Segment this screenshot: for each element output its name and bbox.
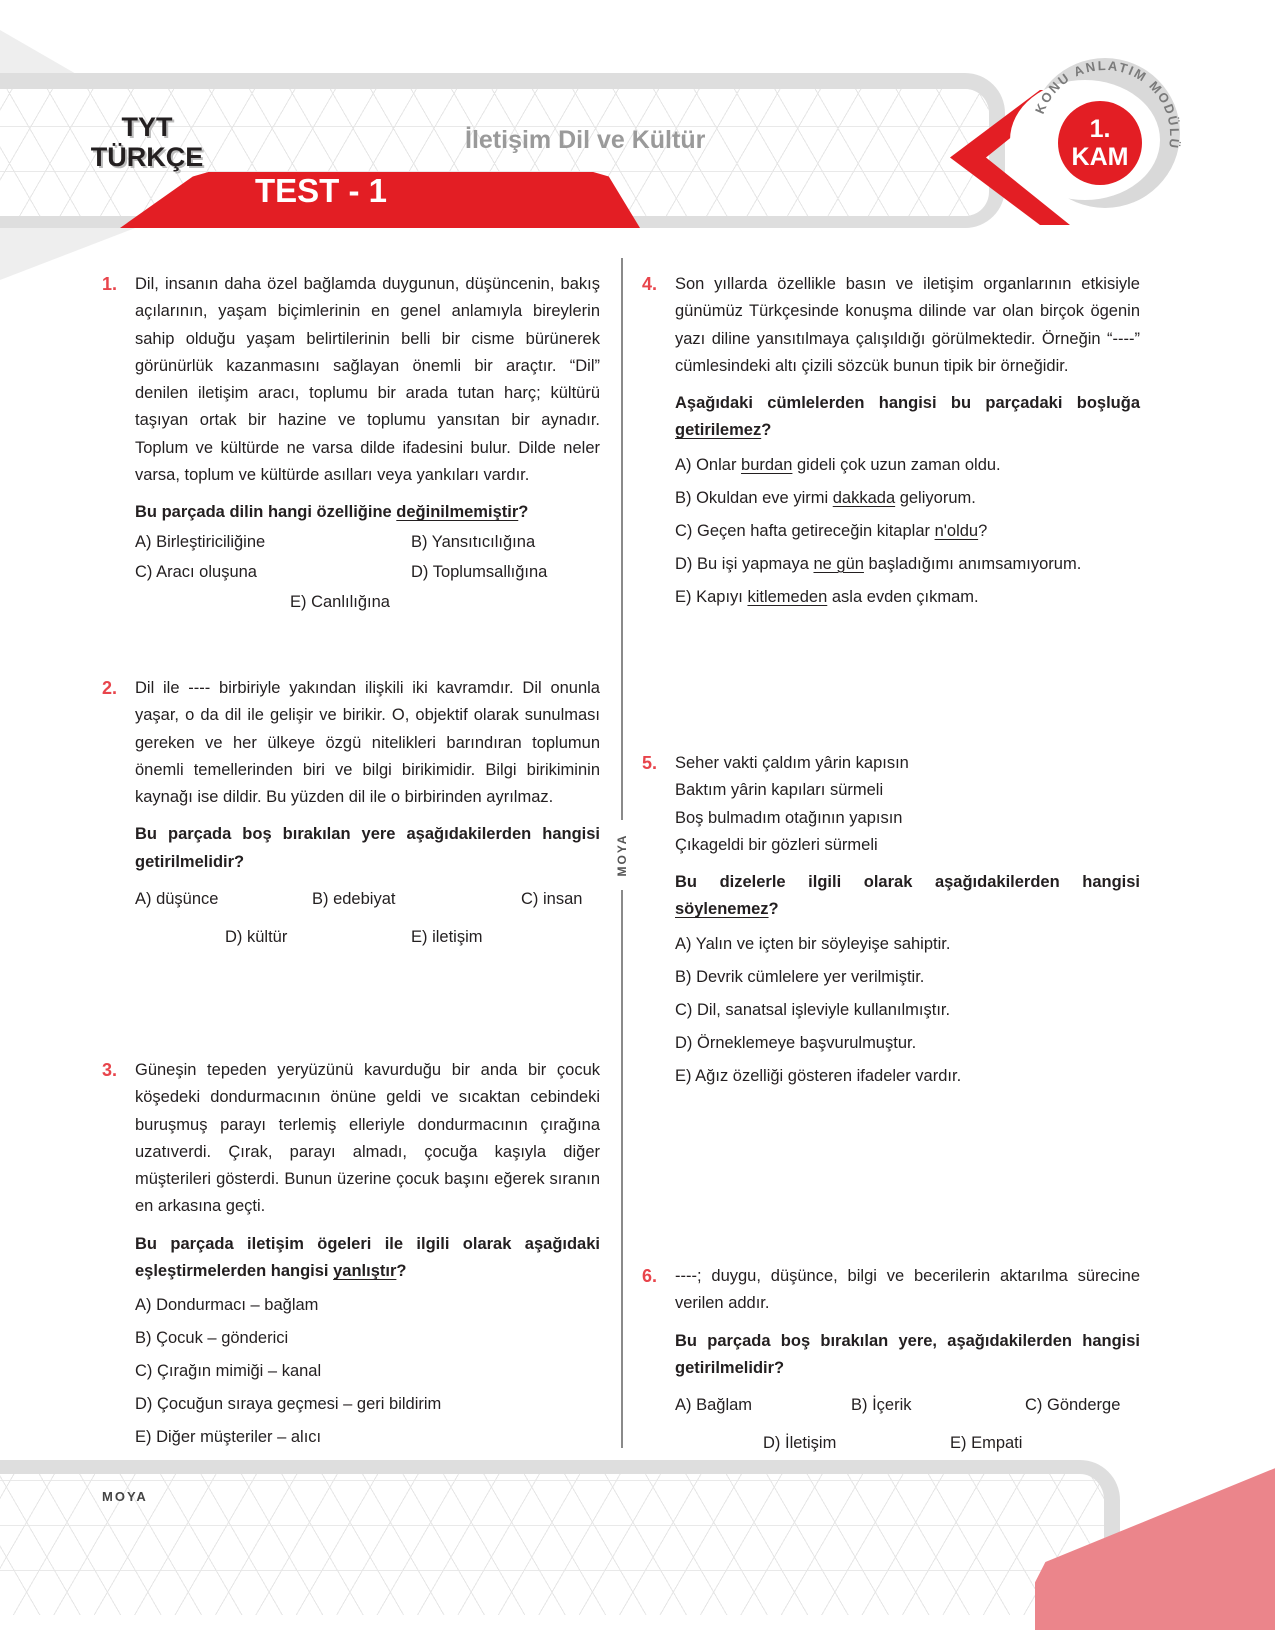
question-number: 6. (642, 1266, 658, 1286)
module-badge-code: KAM (1071, 143, 1129, 171)
answer-options (675, 449, 1140, 614)
option-c[interactable]: C) Aracı oluşuna (135, 562, 257, 581)
question-1 (102, 271, 600, 617)
option-d[interactable]: D) Toplumsallığına (411, 562, 548, 581)
option-text: Geçen hafta getireceğin kitaplar (697, 521, 935, 540)
stem-text: Bu parçada dilin hangi özelliğine (135, 503, 397, 522)
question-2 (102, 675, 600, 962)
page-number: 5 (1140, 1484, 1150, 1503)
option-label: D) (675, 554, 693, 573)
stem-end: ? (761, 421, 772, 440)
option-text-end: başladığımı anımsamıyorum. (863, 554, 1082, 573)
stem-underlined: değinilmemiştir (396, 503, 519, 522)
option-text: Kapıyı (696, 587, 748, 606)
verse-4: Çıkageldi bir gözleri sürmeli (675, 835, 878, 854)
option-text-end: ? (978, 521, 988, 540)
verse-1: Seher vakti çaldım yârin kapısın (675, 754, 909, 772)
option-text: Onlar (696, 455, 742, 474)
option-d[interactable] (675, 548, 1140, 581)
option-e[interactable]: E) iletişim (411, 928, 483, 947)
answer-options-row-2 (135, 924, 600, 962)
answer-options (675, 928, 1140, 1093)
question-paragraph: Son yıllarda özellikle basın ve iletişim organlarının etkisiyle günümüz Türkçesinde konuşma dilinde var olan birçok ögenin yazı diline yansıtılmaya çalışıldığı görülmektedir. Örneğin “----” cümlesindeki altı çizili sözcük bunun tipik bir örneğidir. (675, 275, 1140, 375)
answer-options-row-1 (135, 886, 600, 924)
stem-end: ? (518, 503, 529, 522)
footer-brand: MOYA (102, 1489, 148, 1504)
question-stem (135, 1231, 600, 1286)
module-badge-ring-text: KONU ANLATIM MODÜLÜ (1031, 57, 1183, 151)
question-paragraph: Dil, insanın daha özel bağlamda duygunun, düşüncenin, bakış açılarının, yaşam biçimlerinin en genel anlamıyla bireylerin sahip olduğu yaşam belirtilerinin belli bir cisme bürünerek görünürlük kazanmasını sağlayan önemli bir araçtır. “Dil” denilen iletişim aracı, toplumu bir arada tutan harç; kültürü taşıyan ortak bir hazine ve toplumu yansıtan bir aynadır. Toplum ve kültürde ne varsa dilde ifadesini bulur. Dilde neler varsa, toplum ve kültürde asılları veya yankıları vardır. (135, 275, 600, 485)
option-text-end: gideli çok uzun zaman oldu. (792, 455, 1001, 474)
option-a[interactable]: A) Bağlam (675, 1396, 753, 1415)
question-6 (642, 1263, 1140, 1468)
option-text: Bu işi yapmaya (697, 554, 814, 573)
option-text: Okuldan eve yirmi (696, 488, 833, 507)
question-paragraph: Güneşin tepeden yeryüzünü kavurduğu bir anda bir çocuk köşedeki dondurmacının önüne geldi ve sıcaktan cebindeki buruşmuş parayı terlemiş elleriyle dondurmacının çırağına uzatıverdi. Çırak, parayı almadı, çocuğa kaşıyla diğer müşterileri gösterdi. Bunun üzerine çocuk başını eğerek sıranın en arkasına geçti. (135, 1061, 600, 1216)
module-badge (1058, 101, 1142, 185)
option-c[interactable]: C) Dil, sanatsal işleviyle kullanılmıştır. (675, 1000, 951, 1019)
verse-3: Boş bulmadım otağının yapısın (675, 808, 903, 827)
option-a[interactable]: A) düşünce (135, 890, 219, 909)
option-label: E) (675, 587, 692, 606)
question-number: 5. (642, 753, 658, 773)
option-d[interactable]: D) kültür (225, 928, 288, 947)
subject-line-2: TÜRKÇE (90, 142, 204, 172)
stem-text: Aşağıdaki cümlelerden hangisi bu parçadaki boşluğa (675, 394, 1140, 413)
option-c[interactable]: C) Çırağın mimiği – kanal (135, 1362, 322, 1381)
stem-underlined: yanlıştır (333, 1262, 397, 1281)
option-text-end: geliyorum. (895, 488, 976, 507)
stem-end: ? (396, 1262, 407, 1281)
question-number: 4. (642, 274, 658, 294)
stem-text: Bu parçada iletişim ögeleri ile ilgili olarak aşağıdaki eşleştirmelerden hangisi (135, 1234, 600, 1281)
option-c[interactable] (675, 515, 1140, 548)
question-paragraph: ----; duygu, düşünce, bilgi ve becerilerin aktarılma sürecine verilen addır. (675, 1267, 1140, 1313)
subject-line-1: TYT (121, 112, 173, 142)
question-stem: Bu parçada boş bırakılan yere, aşağıdakilerden hangisi getirilmelidir? (675, 1331, 1140, 1377)
answer-options (135, 1289, 600, 1454)
option-a[interactable]: A) Yalın ve içten bir söyleyişe sahiptir. (675, 934, 951, 953)
question-stem (675, 390, 1140, 445)
divider-brand-label: MOYA (615, 833, 629, 877)
option-b[interactable]: B) edebiyat (312, 890, 396, 909)
option-d[interactable]: D) İletişim (763, 1434, 837, 1453)
option-e[interactable]: E) Empati (950, 1434, 1023, 1453)
subject-label (72, 112, 222, 172)
answer-options-row-1 (675, 1392, 1140, 1430)
question-stem: Bu parçada boş bırakılan yere aşağıdakilerden hangisi getirilmelidir? (135, 825, 600, 871)
option-a[interactable] (675, 449, 1140, 482)
option-b[interactable] (675, 482, 1140, 515)
option-c[interactable]: C) Gönderge (1025, 1396, 1121, 1415)
stem-underlined: söylenemez (675, 900, 769, 919)
option-underlined-word: ne gün (813, 554, 864, 573)
option-b[interactable]: B) İçerik (851, 1396, 912, 1415)
option-d[interactable]: D) Çocuğun sıraya geçmesi – geri bildirim (135, 1395, 442, 1414)
module-badge-number: 1. (1089, 115, 1111, 143)
stem-end: ? (768, 900, 779, 919)
question-4 (642, 271, 1140, 614)
question-number: 2. (102, 678, 118, 698)
option-label: A) (675, 455, 692, 474)
stem-text: Bu dizelerle ilgili olarak aşağıdakilerden hangisi (675, 873, 1140, 892)
option-e[interactable] (675, 581, 1140, 614)
option-label: C) (675, 521, 693, 540)
topic-title: İletişim Dil ve Kültür (465, 126, 706, 154)
option-b[interactable]: B) Yansıtıcılığına (411, 532, 536, 551)
option-b[interactable]: B) Devrik cümlelere yer verilmiştir. (675, 967, 925, 986)
option-e[interactable]: E) Canlılığına (290, 592, 390, 611)
question-paragraph: Dil ile ---- birbiriyle yakından ilişkili iki kavramdır. Dil onunla yaşar, o da dil ile gelişir ve birikir. O, objektif olarak sunulması gereken ve her ülkeye özgü nitelikleri barındıran toplumun önemli temellerinden biri ve bilgi birikimidir. Bilgi birikiminin kaynağı ise dildir. Bu yüzden dil ile o birbirinden ayrılmaz. (135, 679, 600, 807)
question-stem (675, 869, 1140, 924)
question-stem (135, 499, 600, 526)
answer-options (135, 527, 600, 617)
footer-band (0, 1460, 1120, 1615)
option-underlined-word: dakkada (832, 488, 896, 507)
option-d[interactable]: D) Örneklemeye başvurulmuştur. (675, 1033, 917, 1052)
option-label: B) (675, 488, 692, 507)
question-3 (102, 1057, 600, 1454)
test-label: TEST - 1 (255, 172, 388, 209)
option-underlined-word: kitlemeden (747, 587, 828, 606)
option-b[interactable]: B) Çocuk – gönderici (135, 1329, 289, 1348)
option-c[interactable]: C) insan (521, 890, 583, 909)
option-e[interactable]: E) Ağız özelliği gösteren ifadeler vardır. (675, 1066, 962, 1085)
question-number: 3. (102, 1060, 118, 1080)
option-a[interactable]: A) Dondurmacı – bağlam (135, 1296, 319, 1315)
option-underlined-word: burdan (741, 455, 793, 474)
question-number: 1. (102, 274, 118, 294)
question-5 (642, 750, 1140, 1093)
option-e[interactable]: E) Diğer müşteriler – alıcı (135, 1428, 322, 1447)
option-underlined-word: n'oldu (934, 521, 979, 540)
option-a[interactable]: A) Birleştiriciliğine (135, 532, 266, 551)
verse-2: Baktım yârin kapıları sürmeli (675, 781, 884, 800)
stem-underlined: getirilemez (675, 421, 762, 440)
option-text-end: asla evden çıkmam. (827, 587, 979, 606)
